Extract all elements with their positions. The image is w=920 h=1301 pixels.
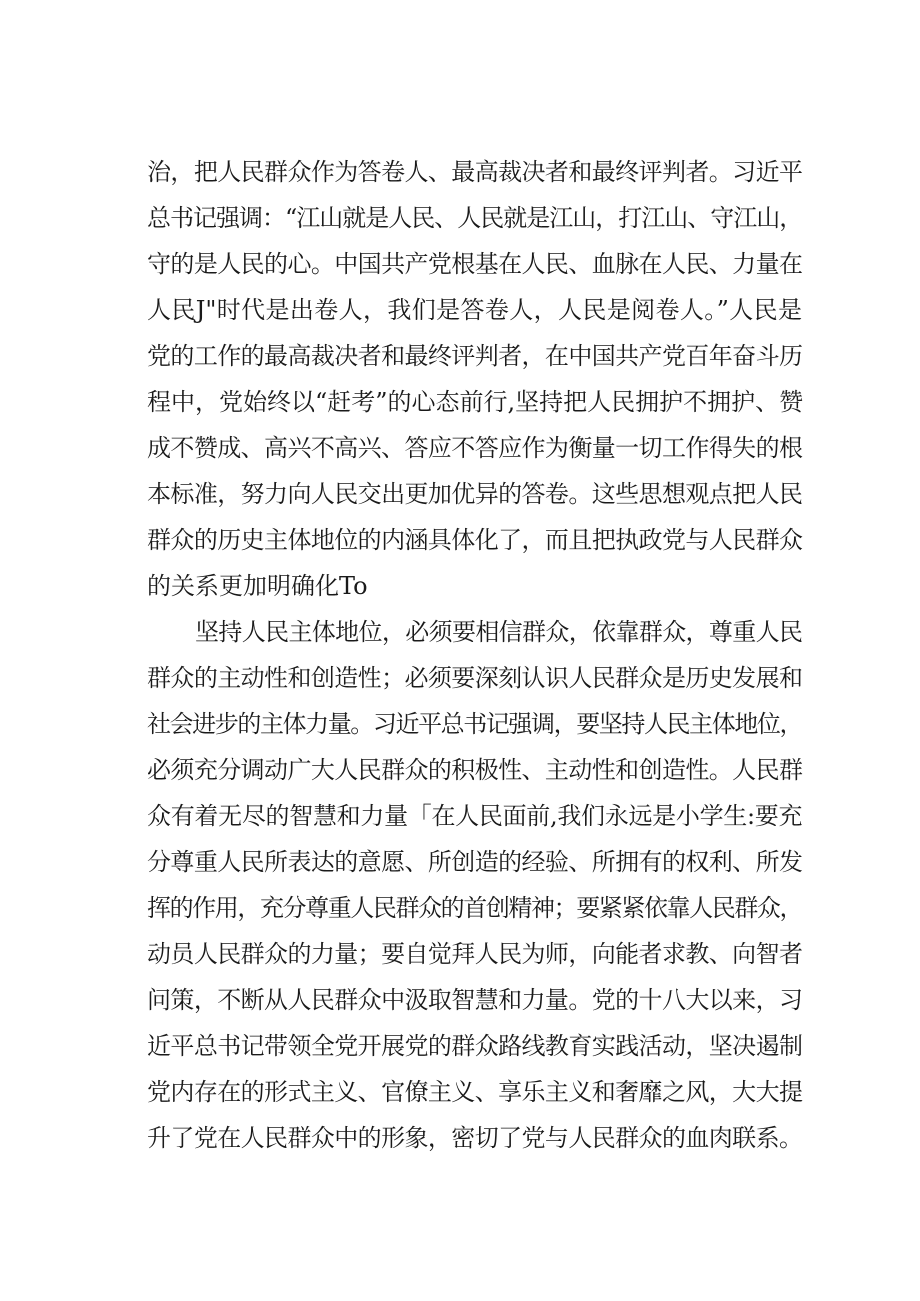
text-line: 升了党在人民群众中的形象，密切了党与人民群众的血肉联系。 xyxy=(147,1124,802,1152)
paragraph-1 xyxy=(147,153,802,605)
text-line: 党内存在的形式主义、官僚主义、享乐主义和奢靡之风，大大提 xyxy=(147,1078,802,1106)
text-line: 问策，不断从人民群众中汲取智慧和力量。党的十八大以来，习 xyxy=(147,986,802,1014)
text-line: 挥的作用，充分尊重人民群众的首创精神；要紧紧依靠人民群众， xyxy=(147,894,802,922)
text-line: 人民J"时代是出卷人，我们是答卷人，人民是阅卷人。”人民是 xyxy=(147,296,802,324)
text-line: 群众的主动性和创造性；必须要深刻认识人民群众是历史发展和 xyxy=(147,664,802,692)
text-line: 守的是人民的心。中国共产党根基在人民、血脉在人民、力量在 xyxy=(147,250,802,278)
text-line: 分尊重人民所表达的意愿、所创造的经验、所拥有的权利、所发 xyxy=(147,848,802,876)
text-line: 必须充分调动广大人民群众的积极性、主动性和创造性。人民群 xyxy=(147,756,802,784)
text-line: 总书记强调：“江山就是人民、人民就是江山，打江山、守江山， xyxy=(147,204,803,232)
text-line: 成不赞成、高兴不高兴、答应不答应作为衡量一切工作得失的根 xyxy=(147,434,802,462)
document-body xyxy=(147,153,802,1165)
text-line: 社会进步的主体力量。习近平总书记强调，要坚持人民主体地位， xyxy=(147,710,802,738)
text-line: 程中，党始终以“赶考”的心态前行,坚持把人民拥护不拥护、赞 xyxy=(147,388,804,416)
text-line-first: 坚持人民主体地位，必须要相信群众，依靠群众，尊重人民 xyxy=(195,618,802,646)
text-line: 本标准，努力向人民交出更加优异的答卷。这些思想观点把人民 xyxy=(147,480,802,508)
text-line: 治，把人民群众作为答卷人、最高裁决者和最终评判者。习近平 xyxy=(147,158,802,186)
text-line-last: 的关系更加明确化To xyxy=(147,572,368,600)
text-line: 群众的历史主体地位的内涵具体化了，而且把执政党与人民群众 xyxy=(147,526,802,554)
text-line: 众有着无尽的智慧和力量「在人民面前,我们永远是小学生:要充 xyxy=(147,802,802,830)
text-line: 动员人民群众的力量；要自觉拜人民为师，向能者求教、向智者 xyxy=(147,940,802,968)
text-line: 党的工作的最高裁决者和最终评判者，在中国共产党百年奋斗历 xyxy=(147,342,802,370)
paragraph-2 xyxy=(147,613,802,1157)
text-line: 近平总书记带领全党开展党的群众路线教育实践活动，坚决遏制 xyxy=(147,1032,802,1060)
